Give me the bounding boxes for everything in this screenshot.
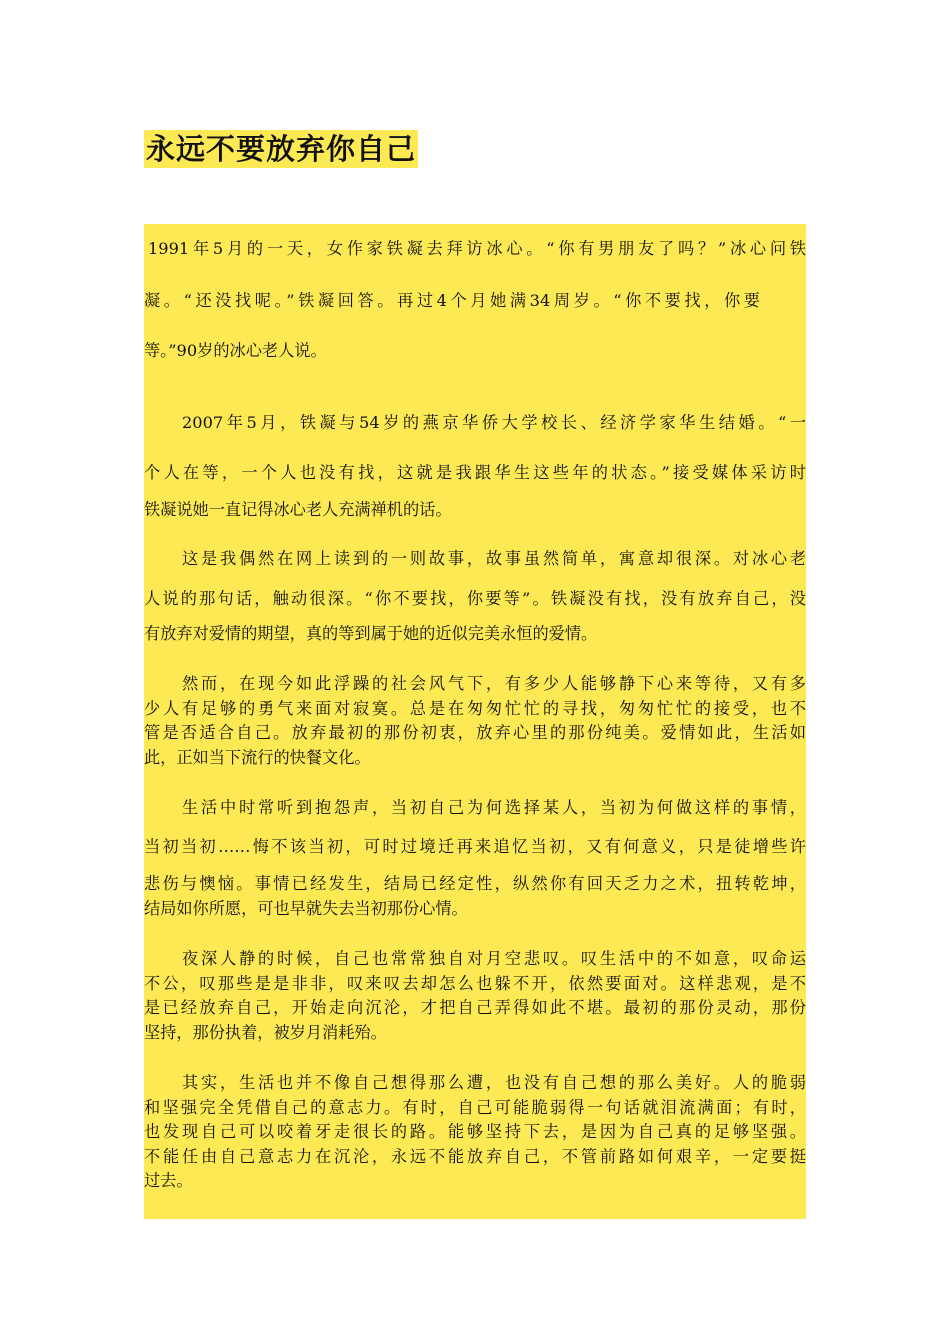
text-line: 坚持，那份执着，被岁月消耗殆。 — [144, 1023, 387, 1042]
text-line: 管是否适合自己。放弃最初的那份初衷，放弃心里的那份纯美。爱情如此，生活如 — [144, 723, 806, 742]
text-line: 悲伤与懊恼。事情已经发生，结局已经定性，纵然你有回天乏力之术，扭转乾坤， — [144, 874, 806, 893]
text-line: 生活中时常听到抱怨声，当初自己为何选择某人，当初为何做这样的事情， — [182, 798, 806, 817]
text-line: 个人在等，一个人也没有找，这就是我跟华生这些年的状态。”接受媒体采访时 — [144, 463, 806, 482]
text-line: 然而，在现今如此浮躁的社会风气下，有多少人能够静下心来等待，又有多 — [182, 674, 806, 693]
text-line: 也发现自己可以咬着牙走很长的路。能够坚持下去，是因为自己真的足够坚强。 — [144, 1122, 806, 1141]
text-line: 和坚强完全凭借自己的意志力。有时，自己可能脆弱得一句话就泪流满面；有时， — [144, 1098, 806, 1117]
text-line: 不公，叹那些是是非非，叹来叹去却怎么也躲不开，依然要面对。这样悲观，是不 — [144, 974, 806, 993]
text-line: 不能任由自己意志力在沉沦，永远不能放弃自己，不管前路如何艰辛，一定要挺 — [144, 1147, 806, 1166]
text-line: 1991年5月的一天，女作家铁凝去拜访冰心。“你有男朋友了吗？”冰心问铁 — [148, 239, 806, 258]
text-line: 凝。“还没找呢。”铁凝回答。再过4个月她满34周岁。“你不要找，你要 — [144, 291, 760, 310]
text-line: 夜深人静的时候，自己也常常独自对月空悲叹。叹生活中的不如意，叹命运 — [182, 949, 806, 968]
article-body — [144, 224, 806, 1219]
text-line: 少人有足够的勇气来面对寂寞。总是在匆匆忙忙的寻找，匆匆忙忙的接受，也不 — [144, 699, 806, 718]
text-line: 这是我偶然在网上读到的一则故事，故事虽然简单，寓意却很深。对冰心老 — [182, 549, 806, 568]
text-line: 是已经放弃自己，开始走向沉沦，才把自己弄得如此不堪。最初的那份灵动，那份 — [144, 998, 806, 1017]
text-line: 此，正如当下流行的快餐文化。 — [144, 748, 371, 767]
text-line: 其实，生活也并不像自己想得那么遭，也没有自己想的那么美好。人的脆弱 — [182, 1073, 806, 1092]
text-line: 人说的那句话，触动很深。“你不要找，你要等”。铁凝没有找，没有放弃自己，没 — [144, 589, 806, 608]
text-line: 2007年5月，铁凝与54岁的燕京华侨大学校长、经济学家华生结婚。“一 — [182, 413, 806, 432]
text-line: 结局如你所愿，可也早就失去当初那份心情。 — [144, 899, 468, 918]
text-line: 等。”90岁的冰心老人说。 — [144, 341, 327, 360]
text-line: 当初当初……悔不该当初，可时过境迁再来追忆当初，又有何意义，只是徒增些许 — [144, 837, 806, 856]
text-line: 铁凝说她一直记得冰心老人充满禅机的话。 — [144, 500, 452, 519]
document-title: 永远不要放弃你自己 — [146, 132, 417, 166]
text-line: 有放弃对爱情的期望，真的等到属于她的近似完美永恒的爱情。 — [144, 624, 598, 643]
text-line: 过去。 — [144, 1171, 193, 1190]
